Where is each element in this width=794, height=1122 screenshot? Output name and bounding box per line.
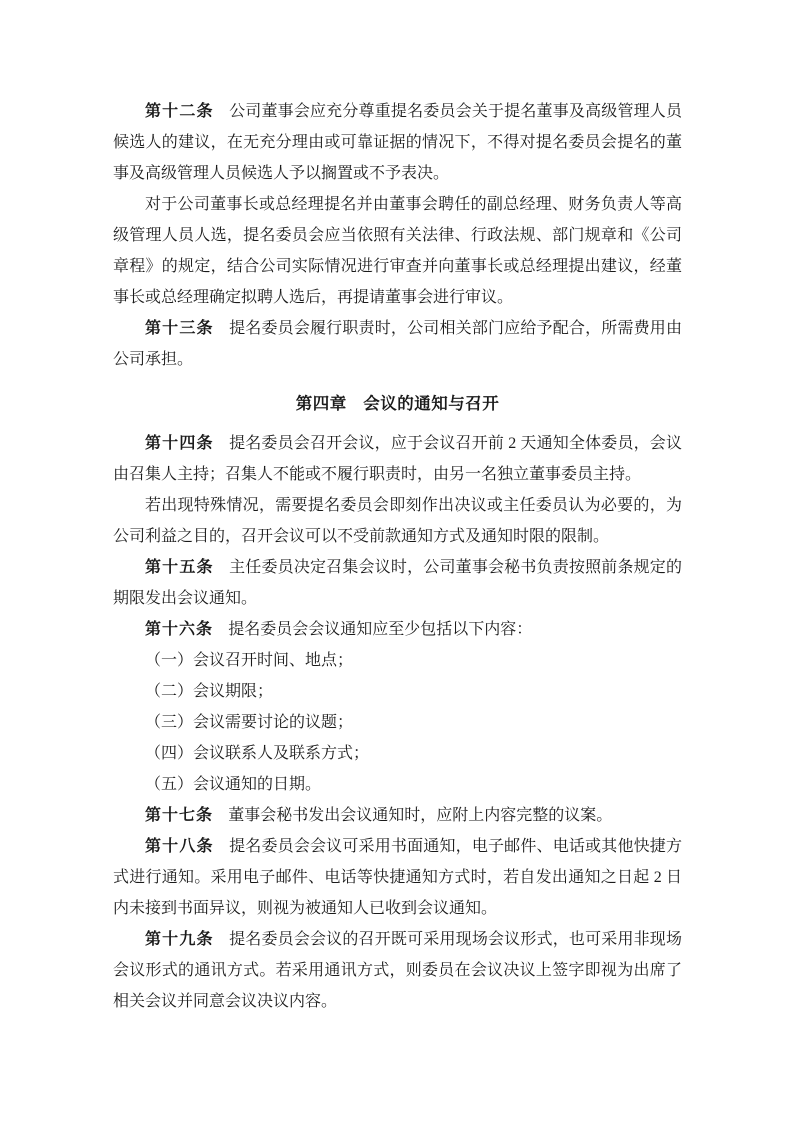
paragraph-text: （五）会议通知的日期。 [145, 776, 322, 793]
paragraph-text: 公司董事会应充分尊重提名委员会关于提名董事及高级管理人员候选人的建议，在无充分理由或可靠证据的情况下，不得对提名委员会提名的董事及高级管理人员候选人予以搁置或不予表决。 [113, 103, 682, 182]
body-paragraph [113, 707, 682, 738]
body-paragraph [113, 645, 682, 676]
chapter-number: 第四章 [295, 394, 347, 413]
article-number: 第十三条 [145, 320, 214, 337]
article-number: 第十五条 [145, 559, 214, 576]
chapter-heading [113, 388, 682, 419]
article-paragraph [113, 800, 682, 831]
paragraph-text: 对于公司董事长或总经理提名并由董事会聘任的副总经理、财务负责人等高级管理人员人选，提名委员会应当依照有关法律、行政法规、部门规章和《公司章程》的规定，结合公司实际情况进行审查并向董事长或总经理提出建议，经董事长或总经理确定拟聘人选后，再提请董事会进行审议。 [113, 196, 682, 306]
paragraph-text: 提名委员会履行职责时，公司相关部门应给予配合，所需费用由公司承担。 [113, 320, 682, 368]
body-paragraph [113, 738, 682, 769]
article-number: 第十八条 [145, 838, 214, 855]
document-content [113, 0, 682, 1017]
article-number: 第十七条 [145, 807, 214, 824]
article-number: 第十九条 [145, 931, 214, 948]
body-paragraph [113, 490, 682, 552]
article-paragraph [113, 831, 682, 924]
chapter-title: 会议的通知与召开 [363, 394, 500, 413]
article-paragraph [113, 428, 682, 490]
body-paragraph [113, 769, 682, 800]
paragraph-text: （四）会议联系人及联系方式； [145, 745, 370, 762]
body-paragraph [113, 189, 682, 313]
article-paragraph [113, 313, 682, 375]
article-paragraph [113, 96, 682, 189]
article-paragraph [113, 614, 682, 645]
paragraph-text: 提名委员会会议的召开既可采用现场会议形式，也可采用非现场会议形式的通讯方式。若采用通讯方式，则委员在会议决议上签字即视为出席了相关会议并同意会议决议内容。 [113, 931, 682, 1010]
article-number: 第十二条 [145, 103, 214, 120]
paragraph-text: 主任委员决定召集会议时，公司董事会秘书负责按照前条规定的期限发出会议通知。 [113, 559, 682, 607]
paragraph-text: （一）会议召开时间、地点； [145, 652, 354, 669]
article-number: 第十六条 [145, 621, 214, 638]
body-paragraph [113, 676, 682, 707]
paragraph-text: 董事会秘书发出会议通知时，应附上内容完整的议案。 [228, 807, 613, 824]
paragraph-text: 提名委员会召开会议，应于会议召开前 2 天通知全体委员，会议由召集人主持；召集人不能或不履行职责时，由另一名独立董事委员主持。 [113, 435, 682, 483]
paragraph-text: 提名委员会会议可采用书面通知，电子邮件、电话或其他快捷方式进行通知。采用电子邮件、电话等快捷通知方式时，若自发出通知之日起 2 日内未接到书面异议，则视为被通知人已收到会议通知。 [113, 838, 682, 917]
paragraph-text: （三）会议需要讨论的议题； [145, 714, 354, 731]
article-number: 第十四条 [145, 435, 214, 452]
paragraph-text: 若出现特殊情况，需要提名委员会即刻作出决议或主任委员认为必要的，为公司利益之目的，召开会议可以不受前款通知方式及通知时限的限制。 [113, 497, 682, 545]
paragraph-text: （二）会议期限； [145, 683, 274, 700]
article-paragraph [113, 552, 682, 614]
paragraph-text: 提名委员会会议通知应至少包括以下内容： [228, 621, 533, 638]
article-paragraph [113, 924, 682, 1017]
